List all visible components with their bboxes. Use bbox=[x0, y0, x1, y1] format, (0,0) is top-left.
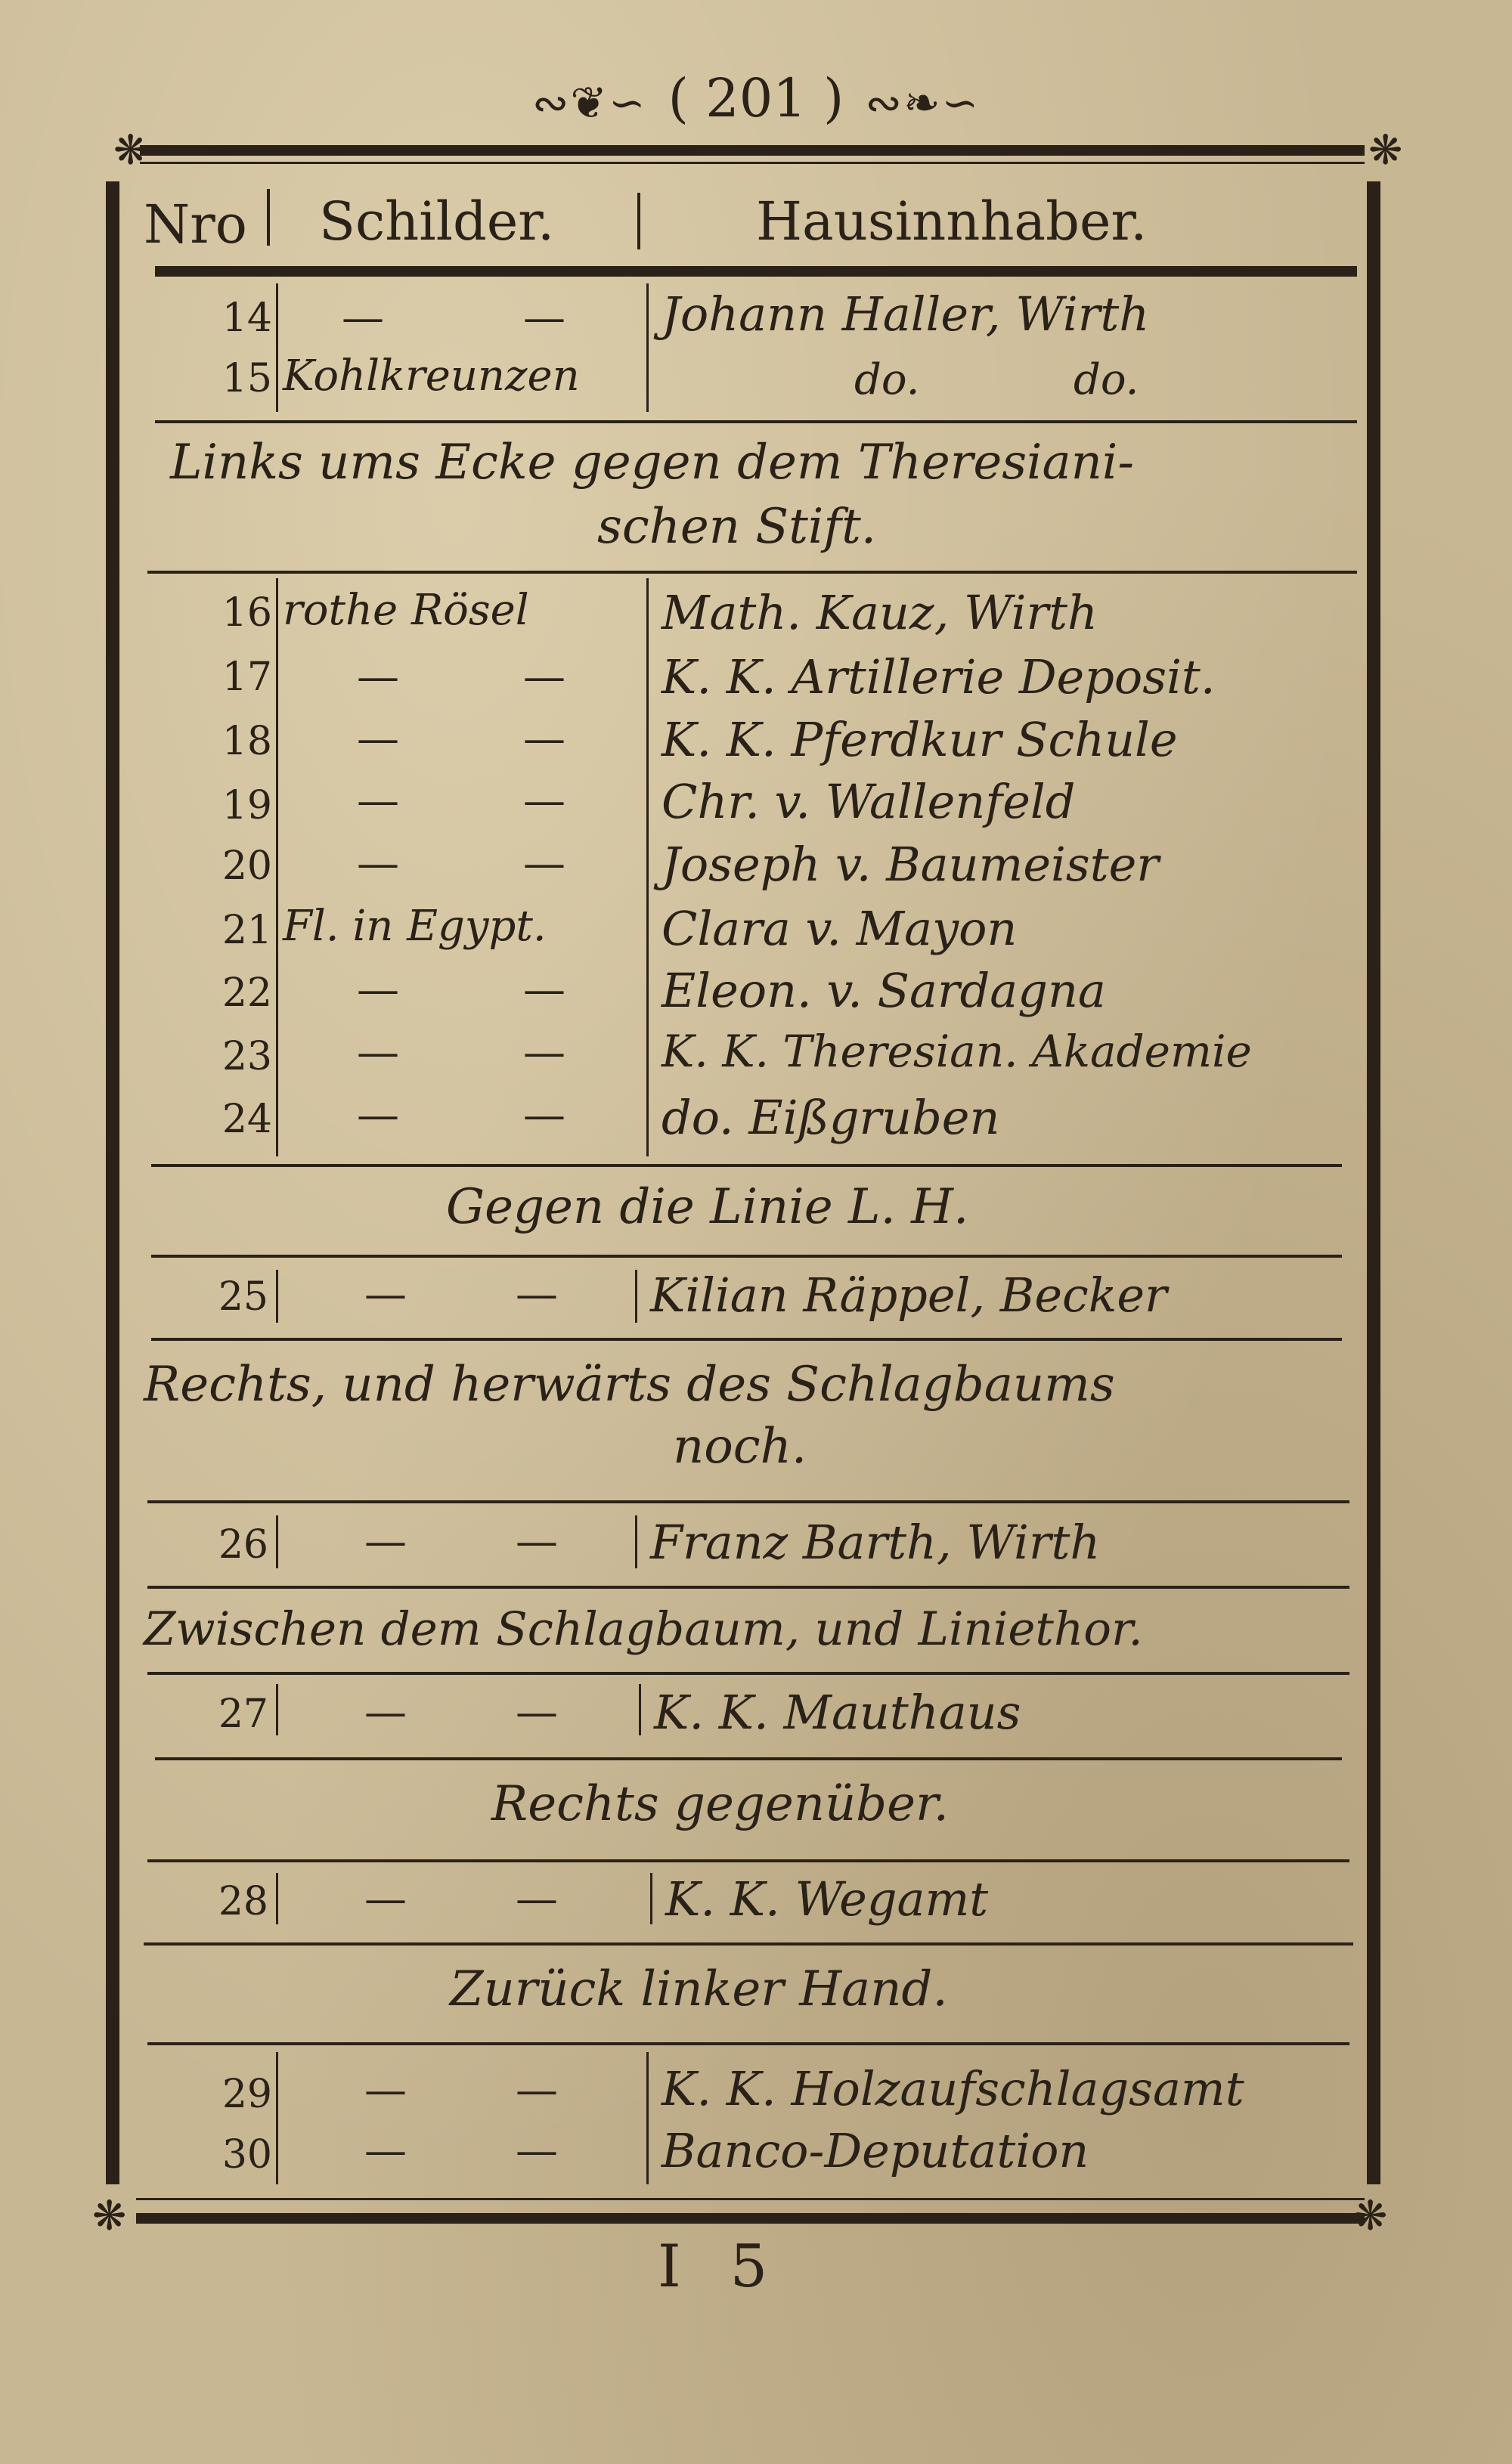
row-26-schild: — bbox=[364, 1517, 407, 1566]
row-rule bbox=[147, 1586, 1349, 1589]
row-30-schild: — bbox=[364, 2126, 407, 2175]
col-divider bbox=[646, 283, 649, 412]
row-22-schild-ditto: — bbox=[523, 965, 565, 1014]
row-18-schild: — bbox=[357, 714, 399, 763]
row-25-schild: — bbox=[364, 1270, 407, 1319]
row-19-inhaber: Chr. v. Wallenfeld bbox=[662, 774, 1076, 829]
row-20-schild-ditto: — bbox=[523, 839, 565, 888]
column-header-nro: Nro bbox=[144, 193, 247, 255]
section-heading-zwischen-schlagbaum: Zwischen dem Schlagbaum, und Liniethor. bbox=[144, 1602, 1143, 1656]
header-divider-1 bbox=[267, 189, 270, 246]
col-divider bbox=[276, 1684, 278, 1735]
row-20-schild: — bbox=[357, 839, 399, 888]
row-16-schild: rothe Rösel bbox=[283, 586, 529, 635]
col-divider bbox=[650, 1873, 652, 1924]
row-18-nr: 18 bbox=[222, 719, 272, 764]
corner-ornament-top-left-icon: ❋ bbox=[113, 126, 148, 174]
row-29-schild: — bbox=[364, 2066, 407, 2115]
row-26-schild-ditto: — bbox=[516, 1517, 558, 1566]
row-26-inhaber: Franz Barth, Wirth bbox=[650, 1515, 1101, 1570]
corner-ornament-top-right-icon: ❋ bbox=[1368, 126, 1403, 174]
row-29-nr: 29 bbox=[222, 2072, 272, 2117]
row-15-inhaber-ditto-1: do. bbox=[854, 355, 920, 404]
row-17-schild-ditto: — bbox=[523, 652, 565, 701]
row-25-nr: 25 bbox=[218, 1274, 268, 1320]
col-divider bbox=[646, 2052, 649, 2184]
section-heading-rechts-herwaerts-cont: noch. bbox=[673, 1419, 807, 1475]
header-divider-2 bbox=[637, 193, 640, 249]
row-28-schild-ditto: — bbox=[516, 1874, 558, 1924]
row-20-inhaber: Joseph v. Baumeister bbox=[662, 837, 1159, 892]
row-14-schild-ditto: — bbox=[523, 293, 565, 342]
ornament-left-icon: ∾❦∽ bbox=[531, 77, 647, 128]
col-divider bbox=[639, 1684, 641, 1735]
col-divider bbox=[635, 1270, 637, 1323]
frame-bottom-rule-thin bbox=[136, 2198, 1365, 2200]
col-divider bbox=[276, 1515, 278, 1568]
row-22-nr: 22 bbox=[222, 970, 272, 1016]
row-24-inhaber: do. Eißgruben bbox=[662, 1090, 1000, 1145]
row-28-schild: — bbox=[364, 1874, 407, 1924]
row-21-inhaber: Clara v. Mayon bbox=[662, 901, 1018, 956]
section-heading-rechts-gegenueber: Rechts gegenüber. bbox=[491, 1776, 949, 1832]
corner-ornament-bottom-right-icon: ❋ bbox=[1353, 2192, 1388, 2240]
column-header-schilder: Schilder. bbox=[319, 190, 555, 252]
col-divider bbox=[646, 578, 649, 1156]
row-16-nr: 16 bbox=[222, 590, 272, 636]
frame-bottom-rule bbox=[136, 2213, 1365, 2224]
row-28-inhaber: K. K. Wegamt bbox=[665, 1871, 989, 1927]
row-rule bbox=[147, 1500, 1349, 1503]
row-21-schild: Fl. in Egypt. bbox=[283, 902, 547, 951]
row-25-schild-ditto: — bbox=[516, 1270, 558, 1319]
page-header bbox=[0, 67, 1512, 129]
row-rule bbox=[155, 420, 1357, 423]
row-rule bbox=[147, 571, 1357, 574]
row-17-inhaber: K. K. Artillerie Deposit. bbox=[662, 649, 1216, 704]
row-24-schild-ditto: — bbox=[523, 1091, 565, 1140]
row-27-inhaber: K. K. Mauthaus bbox=[654, 1685, 1021, 1740]
row-28-nr: 28 bbox=[218, 1879, 268, 1924]
col-divider bbox=[635, 1515, 637, 1568]
row-27-nr: 27 bbox=[218, 1692, 268, 1737]
frame-top-rule bbox=[140, 145, 1365, 156]
col-divider bbox=[276, 578, 278, 1156]
row-15-schild: Kohlkreunzen bbox=[283, 351, 580, 401]
row-rule bbox=[151, 1255, 1342, 1258]
row-23-schild: — bbox=[357, 1028, 399, 1077]
row-27-schild: — bbox=[364, 1688, 407, 1737]
row-rule bbox=[147, 2042, 1349, 2045]
ornament-right-icon: ∾❧∽ bbox=[865, 77, 981, 128]
row-24-nr: 24 bbox=[222, 1097, 272, 1142]
page-number: ( 201 ) bbox=[668, 67, 844, 129]
row-30-schild-ditto: — bbox=[516, 2126, 558, 2175]
row-18-schild-ditto: — bbox=[523, 714, 565, 763]
signature-mark: I 5 bbox=[658, 2233, 783, 2301]
row-rule bbox=[147, 1672, 1349, 1675]
row-19-schild: — bbox=[357, 776, 399, 825]
row-15-nr: 15 bbox=[222, 356, 272, 401]
row-19-nr: 19 bbox=[222, 783, 272, 828]
row-22-schild: — bbox=[357, 965, 399, 1014]
row-17-nr: 17 bbox=[222, 655, 272, 700]
row-16-inhaber: Math. Kauz, Wirth bbox=[662, 585, 1098, 640]
col-divider bbox=[276, 283, 278, 412]
row-rule bbox=[151, 1338, 1342, 1341]
column-header-hausinnhaber: Hausinnhaber. bbox=[756, 190, 1148, 252]
section-heading-links-ums-ecke-cont: schen Stift. bbox=[597, 499, 877, 555]
row-rule bbox=[144, 1942, 1353, 1946]
row-23-schild-ditto: — bbox=[523, 1028, 565, 1077]
row-27-schild-ditto: — bbox=[516, 1688, 558, 1737]
section-heading-rechts-herwaerts: Rechts, und herwärts des Schlagbaums bbox=[144, 1357, 1115, 1413]
section-heading-zurueck-linker-hand: Zurück linker Hand. bbox=[450, 1961, 948, 2017]
row-26-nr: 26 bbox=[218, 1522, 268, 1568]
row-18-inhaber: K. K. Pferdkur Schule bbox=[662, 712, 1178, 767]
row-29-inhaber: K. K. Holzaufschlagsamt bbox=[662, 2061, 1244, 2116]
frame-top-rule-thin bbox=[140, 162, 1365, 164]
row-30-inhaber: Banco-Deputation bbox=[662, 2123, 1089, 2178]
row-23-inhaber: K. K. Theresian. Akademie bbox=[662, 1026, 1252, 1077]
corner-ornament-bottom-left-icon: ❋ bbox=[92, 2192, 127, 2240]
row-29-schild-ditto: — bbox=[516, 2066, 558, 2115]
col-divider bbox=[276, 1270, 278, 1323]
header-bottom-rule bbox=[155, 266, 1357, 277]
col-divider bbox=[276, 1873, 278, 1924]
row-25-inhaber: Kilian Räppel, Becker bbox=[650, 1268, 1167, 1323]
section-heading-links-ums-ecke: Links ums Ecke gegen dem Theresiani- bbox=[170, 435, 1134, 491]
row-17-schild: — bbox=[357, 652, 399, 701]
row-20-nr: 20 bbox=[222, 844, 272, 889]
row-14-inhaber: Johann Haller, Wirth bbox=[662, 286, 1150, 342]
row-15-inhaber-ditto-2: do. bbox=[1074, 355, 1139, 404]
row-rule bbox=[155, 1757, 1342, 1760]
row-14-nr: 14 bbox=[222, 296, 272, 341]
row-22-inhaber: Eleon. v. Sardagna bbox=[662, 963, 1106, 1018]
row-19-schild-ditto: — bbox=[523, 776, 565, 825]
row-30-nr: 30 bbox=[222, 2132, 272, 2178]
col-divider bbox=[276, 2052, 278, 2184]
row-24-schild: — bbox=[357, 1091, 399, 1140]
row-rule bbox=[147, 1859, 1349, 1862]
row-rule bbox=[151, 1164, 1342, 1167]
section-heading-gegen-die-linie: Gegen die Linie L. H. bbox=[446, 1179, 969, 1235]
frame-left-rule bbox=[106, 181, 119, 2184]
row-14-schild: — bbox=[342, 293, 384, 342]
frame-right-rule bbox=[1367, 181, 1380, 2184]
row-23-nr: 23 bbox=[222, 1034, 272, 1079]
row-21-nr: 21 bbox=[222, 908, 272, 953]
